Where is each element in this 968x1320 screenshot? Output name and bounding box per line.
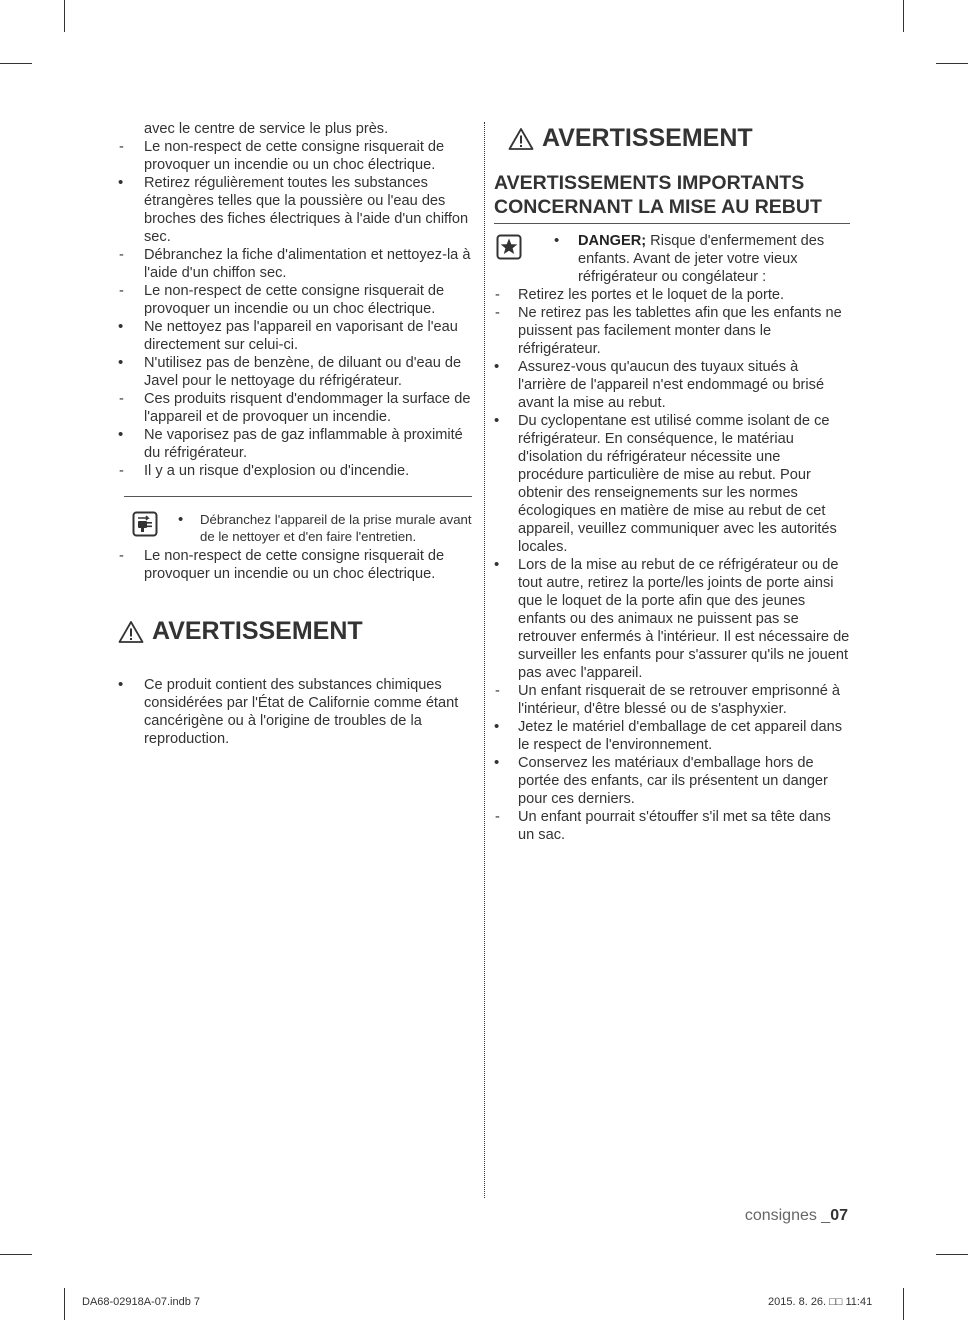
crop-mark	[903, 0, 904, 32]
star-badge-icon	[496, 234, 522, 260]
danger-block	[494, 232, 850, 286]
unplug-icon	[132, 511, 158, 537]
danger-bullet: • DANGER; Risque d'enfermement des enfants. Avant de jeter votre vieux réfrigérateur ou congélateur :	[554, 232, 850, 286]
crop-mark	[0, 63, 32, 64]
list-item: • Ne nettoyez pas l'appareil en vaporisant de l'eau directement sur celui-ci.	[118, 318, 472, 354]
note-separator	[124, 496, 472, 497]
crop-mark	[903, 1288, 904, 1320]
crop-mark	[936, 1254, 968, 1255]
list-item: - Il y a un risque d'explosion ou d'incendie.	[118, 462, 472, 480]
warning-heading-left: AVERTISSEMENT	[118, 617, 472, 646]
right-item-list	[494, 286, 850, 844]
list-item: - Un enfant risquerait de se retrouver emprisonné à l'intérieur, d'être blessé ou de s'asphyxier.	[494, 682, 850, 718]
list-item: - Retirez les portes et le loquet de la porte.	[494, 286, 850, 304]
crop-mark	[64, 1288, 65, 1320]
list-item: - Le non-respect de cette consigne risquerait de provoquer un incendie ou un choc électrique.	[118, 282, 472, 318]
list-item: • Lors de la mise au rebut de ce réfrigérateur ou de tout autre, retirez la porte/les joints de porte ainsi que le loquet de la porte afin que des jeunes enfants ou des animaux ne puissent pas se retrouver enfermés à l'intérieur. Il est nécessaire de surveiller les enfants pour s'assurer qu'ils ne jouent pas avec l'appareil.	[494, 556, 850, 682]
list-item: • Conservez les matériaux d'emballage hors de portée des enfants, car ils présentent un danger pour ces derniers.	[494, 754, 850, 808]
list-item: - Ne retirez pas les tablettes afin que les enfants ne puissent pas facilement monter dans le réfrigérateur.	[494, 304, 850, 358]
list-item: • Du cyclopentane est utilisé comme isolant de ce réfrigérateur. En conséquence, le matériau d'isolation du réfrigérateur nécessite une procédure particulière de mise au rebut. Pour obtenir des renseignements sur les normes écologiques en matière de mise au rebut de cet appareil, veuillez communiquer avec les autorités locales.	[494, 412, 850, 556]
note-consequence: - Le non-respect de cette consigne risquerait de provoquer un incendie ou un choc électrique.	[118, 547, 472, 583]
list-item: • Assurez-vous qu'aucun des tuyaux situés à l'arrière de l'appareil n'est endommagé ou brisé avant la mise au rebut.	[494, 358, 850, 412]
right-column	[494, 124, 850, 844]
warning-heading-right: AVERTISSEMENT	[508, 124, 850, 153]
list-item: • Ne vaporisez pas de gaz inflammable à proximité du réfrigérateur.	[118, 426, 472, 462]
crop-mark	[64, 0, 65, 32]
list-item: • N'utilisez pas de benzène, de diluant ou d'eau de Javel pour le nettoyage du réfrigérateur.	[118, 354, 472, 390]
list-item: - Ces produits risquent d'endommager la surface de l'appareil et de provoquer un incendie.	[118, 390, 472, 426]
maintenance-note	[118, 511, 472, 545]
page-number: consignes _07	[744, 1207, 848, 1224]
warning-triangle-icon	[508, 127, 534, 151]
crop-mark	[936, 63, 968, 64]
file-info: DA68-02918A-07.indb 7	[82, 1296, 201, 1308]
list-item: - Le non-respect de cette consigne risquerait de provoquer un incendie ou un choc électrique.	[118, 138, 472, 174]
left-item-list	[118, 120, 472, 480]
crop-mark	[0, 1254, 32, 1255]
list-item: - Un enfant pourrait s'étouffer s'il met sa tête dans un sac.	[494, 808, 850, 844]
disposal-subheading: AVERTISSEMENTS IMPORTANTS CONCERNANT LA MISE AU REBUT	[494, 171, 850, 224]
left-column	[118, 120, 472, 748]
column-divider	[484, 122, 485, 1198]
california-warning: • Ce produit contient des substances chimiques considérées par l'État de Californie comme étant cancérigène ou à l'origine de troubles de la reproduction.	[118, 676, 472, 748]
list-item: • Retirez régulièrement toutes les substances étrangères telles que la poussière ou l'eau des broches des fiches électriques à l'aide d'un chiffon sec.	[118, 174, 472, 246]
print-date: 2015. 8. 26. □□ 11:41	[768, 1296, 873, 1308]
warning-triangle-icon	[118, 620, 144, 644]
list-item: - Débranchez la fiche d'alimentation et nettoyez-la à l'aide d'un chiffon sec.	[118, 246, 472, 282]
list-item: • Jetez le matériel d'emballage de cet appareil dans le respect de l'environnement.	[494, 718, 850, 754]
danger-label: DANGER;	[578, 233, 647, 249]
list-item: avec le centre de service le plus près.	[144, 121, 389, 137]
note-bullet: • Débranchez l'appareil de la prise murale avant de le nettoyer et d'en faire l'entretien.	[178, 511, 472, 545]
